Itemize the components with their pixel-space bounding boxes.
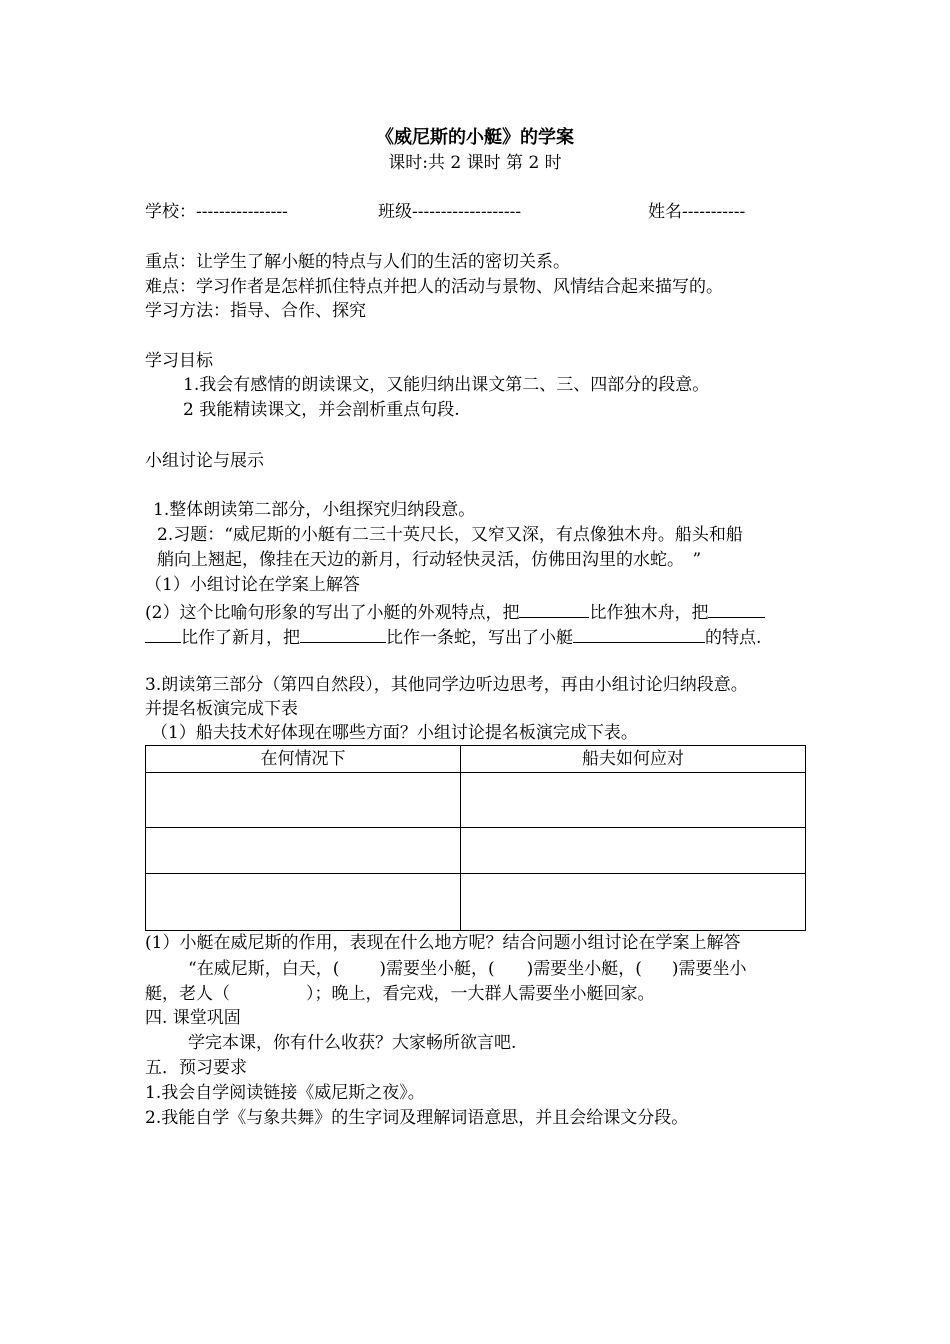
table-header: 在何情况下 xyxy=(146,746,461,773)
metaphor-text: 比作了新月，把 xyxy=(181,628,300,648)
name-field: 姓名----------- xyxy=(648,202,746,222)
metaphor-text: (2）这个比喻句形象的写出了小艇的外观特点，把 xyxy=(145,603,520,623)
goal-item: 2 我能精读课文，并会剖析重点句段. xyxy=(183,400,460,420)
preview-item: 2.我能自学《与象共舞》的生字词及理解词语意思，并且会给课文分段。 xyxy=(145,1108,689,1128)
part3-line: 并提名板演完成下表 xyxy=(145,699,298,719)
boatman-table xyxy=(145,745,806,931)
blank-snake[interactable] xyxy=(300,624,386,643)
fill-text: )需要坐小艇，( xyxy=(379,959,495,979)
lesson-period: 课时:共 2 课时 第 2 时 xyxy=(388,153,562,173)
table-cell[interactable] xyxy=(146,874,461,931)
preview-item: 1.我会自学阅读链接《威尼斯之夜》。 xyxy=(145,1083,425,1103)
metaphor-question-cont xyxy=(145,624,761,649)
fill-text: 艇，老人（ xyxy=(145,984,230,1004)
consolidate-heading: 四. 课堂巩固 xyxy=(145,1008,241,1028)
metaphor-question xyxy=(145,599,765,624)
discussion-item-2: 2.习题：“威尼斯的小艇有二三十英尺长，又窄又深，有点像独木舟。船头和船 xyxy=(157,525,743,545)
table-cell[interactable] xyxy=(461,874,806,931)
school-field: 学校：---------------- xyxy=(145,202,288,222)
part3-line: 3.朗读第三部分（第四自然段），其他同学边听边思考，再由小组讨论归纳段意。 xyxy=(145,675,748,695)
fill-text: )需要坐小艇，( xyxy=(526,959,642,979)
table-row xyxy=(146,874,806,931)
discussion-item-1: 1.整体朗读第二部分，小组探究归纳段意。 xyxy=(153,500,476,520)
metaphor-text: 比作独木舟，把 xyxy=(589,603,709,623)
blank-moon-b[interactable] xyxy=(145,624,181,643)
blank-moon-a[interactable] xyxy=(708,599,765,618)
table-cell[interactable] xyxy=(461,828,806,874)
metaphor-text: 的特点. xyxy=(705,628,762,648)
document-title: 《威尼斯的小艇》的学案 xyxy=(376,127,574,148)
table-row xyxy=(146,828,806,874)
focus-line: 重点：让学生了解小艇的特点与人们的生活的密切关系。 xyxy=(145,252,570,272)
blank-canoe[interactable] xyxy=(519,599,589,618)
fill-text: ）；晚上，看完戏，一大群人需要坐小艇回家。 xyxy=(306,984,655,1004)
goals-heading: 学习目标 xyxy=(145,351,213,371)
fill-text: )需要坐小 xyxy=(671,959,747,979)
table-cell[interactable] xyxy=(146,828,461,874)
discussion-sub-1: （1）小组讨论在学案上解答 xyxy=(145,575,360,595)
consolidate-text: 学完本课，你有什么收获？大家畅所欲言吧. xyxy=(188,1033,517,1053)
fill-in-line-cont xyxy=(145,983,655,1005)
goal-item: 1.我会有感情的朗读课文，又能归纳出课文第二、三、四部分的段意。 xyxy=(183,375,710,395)
preview-heading: 五．预习要求 xyxy=(145,1058,247,1078)
metaphor-text: 比作一条蛇，写出了小艇 xyxy=(386,628,573,648)
table-cell[interactable] xyxy=(461,773,806,828)
discussion-heading: 小组讨论与展示 xyxy=(145,451,264,471)
fill-in-line xyxy=(188,958,747,980)
fill-text: “在威尼斯，白天，( xyxy=(188,959,340,979)
part3-question-1: （1）船夫技术好体现在哪些方面？小组讨论提名板演完成下表。 xyxy=(151,723,638,743)
table-header: 船夫如何应对 xyxy=(461,746,806,773)
table-cell[interactable] xyxy=(146,773,461,828)
discussion-item-2-cont: 艄向上翘起，像挂在天边的新月，行动轻快灵活，仿佛田沟里的水蛇。 ” xyxy=(157,550,702,570)
difficulty-line: 难点：学习作者是怎样抓住特点并把人的活动与景物、风情结合起来描写的。 xyxy=(145,277,723,297)
part3-question-2: (1）小艇在威尼斯的作用，表现在什么地方呢？结合问题小组讨论在学案上解答 xyxy=(145,933,741,953)
class-field: 班级------------------- xyxy=(378,202,522,222)
blank-feature[interactable] xyxy=(573,624,705,643)
table-row xyxy=(146,773,806,828)
method-line: 学习方法：指导、合作、探究 xyxy=(145,301,366,321)
